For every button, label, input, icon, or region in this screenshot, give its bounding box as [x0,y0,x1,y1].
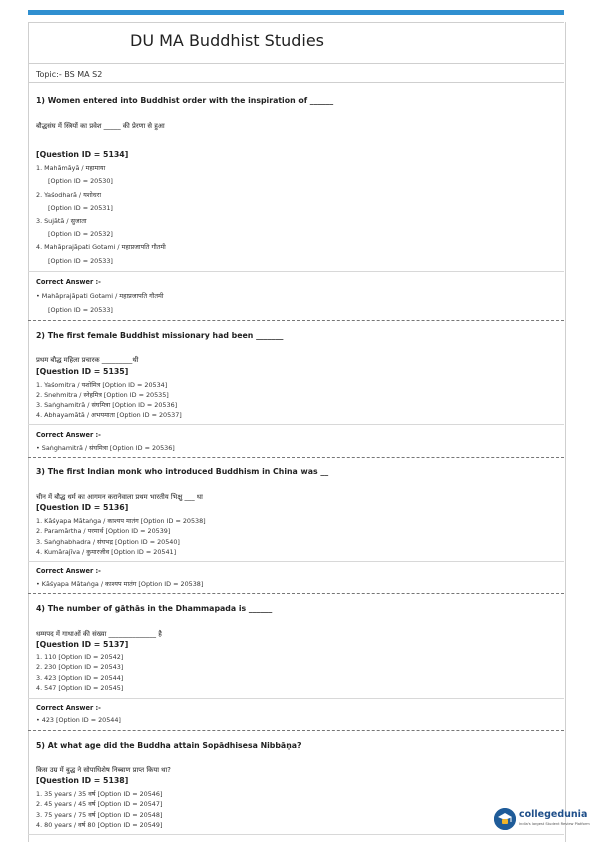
question-3-option-4: 4. Kumārajīva / कुमारजीव [Option ID = 20541] [36,548,177,556]
question-3-hindi: चीन में बौद्ध धर्म का आगमन करानेवाला प्रथम भारतीय भिक्षु ___ था [36,493,203,501]
question-1-hindi: बौद्धसंघ में स्त्रियों का प्रवेश _____ की प्रेरणा से हुआ [36,122,165,130]
divider [28,561,564,562]
page-title: DU MA Buddhist Studies [130,31,325,50]
question-2-option-2: 2. Snehmitra / स्नेहमित्र [Option ID = 20535] [36,391,169,399]
question-5-text: 5) At what age did the Buddha attain Sopādhisesa Nibbāṇa? [36,741,302,750]
correct-answer-label: Correct Answer :- [36,431,101,439]
question-2-text: 2) The first female Buddhist missionary had been _______ [36,331,284,340]
question-separator [28,320,564,321]
question-1-option-4-id: [Option ID = 20533] [48,257,113,265]
question-1-option-4: 4. Mahāprajāpati Gotami / महाप्रजापति गौतमी [36,243,166,251]
question-5-id: [Question ID = 5138] [36,776,129,785]
divider [28,271,564,272]
question-1-text: 1) Women entered into Buddhist order with the inspiration of ______ [36,96,334,105]
logo-tagline: India's largest Student Review Platform [519,822,590,826]
question-4-option-4: 4. 547 [Option ID = 20545] [36,684,124,692]
question-2-option-4: 4. Abhayamātā / अभयमाता [Option ID = 20537] [36,411,182,419]
logo-name: collegedunia [519,809,588,820]
question-1-option-1-id: [Option ID = 20530] [48,177,113,185]
question-4-option-1: 1. 110 [Option ID = 20542] [36,653,124,661]
question-3-option-2: 2. Paramārtha / परमार्थ [Option ID = 20539] [36,527,171,535]
divider [28,424,564,425]
correct-answer-2: • Saṅghamitrā / संघमित्रा [Option ID = 20536] [36,444,175,452]
question-4-option-2: 2. 230 [Option ID = 20543] [36,663,124,671]
divider [28,82,564,83]
question-4-id: [Question ID = 5137] [36,640,129,649]
title-box [28,22,564,64]
question-5-option-4: 4. 80 years / वर्ष 80 [Option ID = 20549] [36,821,163,829]
question-3-option-1: 1. Kāśyapa Mātaṅga / काश्यप मातंग [Option ID = 20538] [36,517,206,525]
correct-answer-label: Correct Answer :- [36,704,101,712]
question-4-text: 4) The number of gāthās in the Dhammapada is ______ [36,604,273,613]
collegedunia-logo[interactable] [494,806,594,836]
question-1-option-2-id: [Option ID = 20531] [48,204,113,212]
question-3-option-3: 3. Saṅghabhadra / संघभद्र [Option ID = 20540] [36,538,180,546]
question-5-option-3: 3. 75 years / 75 वर्ष [Option ID = 20548] [36,811,163,819]
correct-answer-1-id: [Option ID = 20533] [48,306,113,314]
question-5-hindi: किस उम्र में बुद्ध ने सोपाधिशेष निब्बाण प्राप्त किया था? [36,766,171,774]
divider [28,834,564,835]
correct-answer-label: Correct Answer :- [36,567,101,575]
correct-answer-1: • Mahāprajāpati Gotami / महाप्रजापति गौतमी [36,292,164,300]
question-2-option-1: 1. Yaśomitra / यशोमित्र [Option ID = 20534] [36,381,168,389]
graduate-cap-icon [494,808,516,830]
question-1-id: [Question ID = 5134] [36,150,129,159]
topic-label: Topic:- BS MA S2 [36,70,103,79]
question-5-option-1: 1. 35 years / 35 वर्ष [Option ID = 20546] [36,790,163,798]
correct-answer-4: • 423 [Option ID = 20544] [36,716,121,724]
correct-answer-label: Correct Answer :- [36,278,101,286]
question-1-option-3: 3. Sujātā / सुजाता [36,217,87,225]
question-separator [28,593,564,594]
top-accent-bar [28,10,564,15]
question-1-option-2: 2. Yaśodharā / यशोधरा [36,191,101,199]
question-1-option-3-id: [Option ID = 20532] [48,230,113,238]
question-4-hindi: धम्मपद में गाथाओं की संख्या ______________ है [36,630,162,638]
question-5-option-2: 2. 45 years / 45 वर्ष [Option ID = 20547] [36,800,163,808]
divider [28,698,564,699]
question-2-hindi: प्रथम बौद्ध महिला प्रचारक _________थी [36,356,139,364]
question-separator [28,730,564,731]
question-1-option-1: 1. Mahāmāyā / महामाया [36,164,106,172]
correct-answer-3: • Kāśyapa Mātaṅga / काश्यप मातंग [Option ID = 20538] [36,580,204,588]
question-2-option-3: 3. Saṅghamitrā / संघमित्रा [Option ID = 20536] [36,401,178,409]
question-2-id: [Question ID = 5135] [36,367,129,376]
question-separator [28,457,564,458]
question-3-text: 3) The first Indian monk who introduced Buddhism in China was __ [36,467,329,476]
question-4-option-3: 3. 423 [Option ID = 20544] [36,674,124,682]
question-3-id: [Question ID = 5136] [36,503,129,512]
